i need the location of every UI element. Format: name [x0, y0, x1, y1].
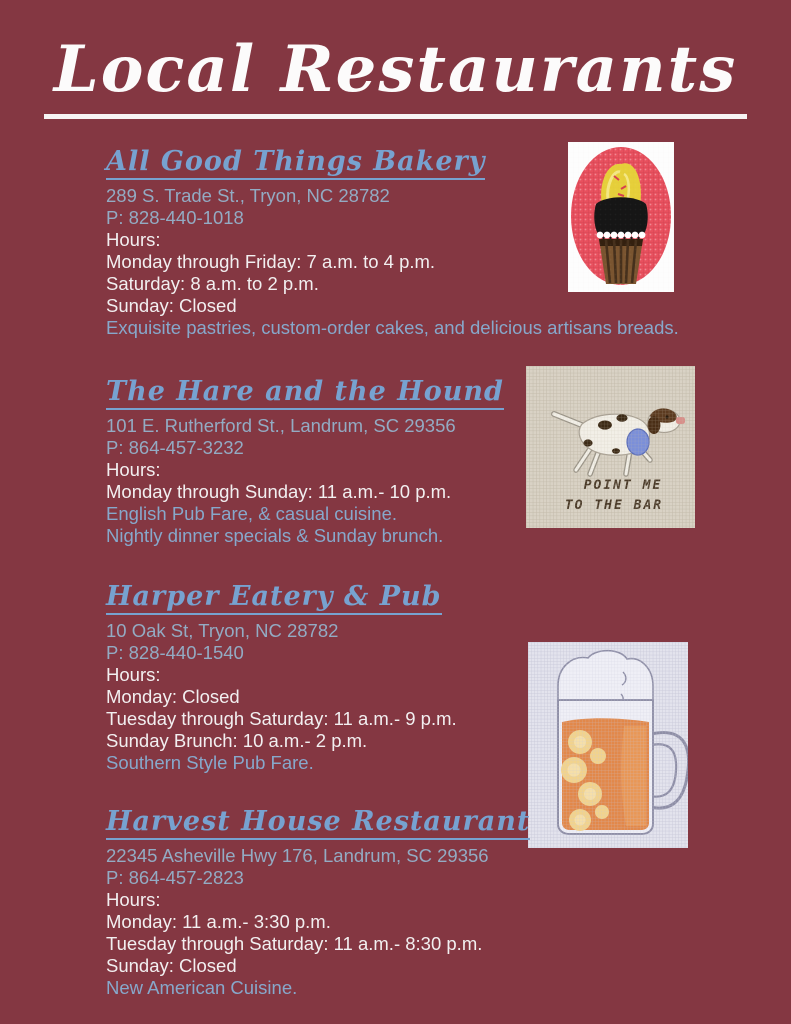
pointer-dog-image: [526, 366, 695, 528]
hours-line: Monday through Sunday: 11 a.m.- 10 p.m.: [106, 481, 452, 502]
restaurant-address: 289 S. Trade St., Tryon, NC 28782: [106, 185, 390, 206]
restaurant-phone: P: 864-457-3232: [106, 437, 244, 458]
restaurant-address: 10 Oak St, Tryon, NC 28782: [106, 620, 339, 641]
hours-line: Tuesday through Saturday: 11 a.m.- 9 p.m.: [106, 708, 457, 729]
hours-label: Hours:: [106, 459, 161, 480]
restaurant-phone: P: 828-440-1540: [106, 642, 244, 663]
hours-line: Sunday Brunch: 10 a.m.- 2 p.m.: [106, 730, 368, 751]
hours-line: Sunday: Closed: [106, 955, 237, 976]
restaurant-description: English Pub Fare, & casual cuisine.: [106, 503, 398, 524]
restaurant-phone: P: 864-457-2823: [106, 867, 244, 888]
restaurant-phone: P: 828-440-1018: [106, 207, 244, 228]
hours-line: Tuesday through Saturday: 11 a.m.- 8:30 p.m.: [106, 933, 483, 954]
restaurant-section-harvest-house: [106, 807, 696, 999]
hours-line: Monday: 11 a.m.- 3:30 p.m.: [106, 911, 331, 932]
restaurant-description: Exquisite pastries, custom-order cakes, and delicious artisans breads.: [106, 317, 679, 338]
restaurant-name: All Good Things Bakery: [106, 147, 485, 180]
restaurant-description: Nightly dinner specials & Sunday brunch.: [106, 525, 444, 546]
restaurant-address: 22345 Asheville Hwy 176, Landrum, SC 29356: [106, 845, 489, 866]
title-wrap: [0, 30, 791, 119]
hours-label: Hours:: [106, 889, 161, 910]
restaurant-name: Harvest House Restaurant: [106, 807, 530, 840]
hours-line: Monday: Closed: [106, 686, 240, 707]
hours-label: Hours:: [106, 229, 161, 250]
restaurant-name: Harper Eatery & Pub: [106, 582, 442, 615]
hours-line: Sunday: Closed: [106, 295, 237, 316]
restaurant-address: 101 E. Rutherford St., Landrum, SC 29356: [106, 415, 456, 436]
restaurant-description: Southern Style Pub Fare.: [106, 752, 314, 773]
hours-label: Hours:: [106, 664, 161, 685]
hours-line: Monday through Friday: 7 a.m. to 4 p.m.: [106, 251, 436, 272]
dog-caption-line1: POINT ME: [583, 478, 663, 493]
restaurant-name: The Hare and the Hound: [106, 377, 504, 410]
bakery-cupcake-image: [568, 142, 674, 292]
restaurant-description: New American Cuisine.: [106, 977, 298, 998]
dog-caption-line2: TO THE BAR: [564, 498, 664, 513]
hours-line: Saturday: 8 a.m. to 2 p.m.: [106, 273, 319, 294]
page-title: Local Restaurants: [44, 30, 748, 119]
